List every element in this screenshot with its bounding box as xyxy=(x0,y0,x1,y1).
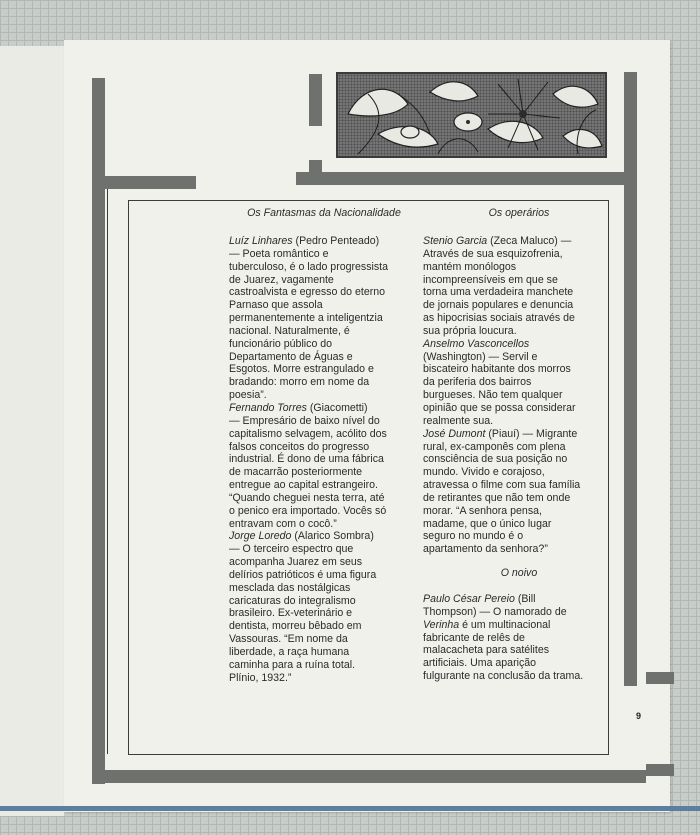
character-reference: Verinha xyxy=(423,618,460,631)
character-name: (Zeca Maluco) — xyxy=(487,235,572,247)
cast-entry-jose-dumont xyxy=(423,428,615,556)
character-name: (Giacometti) xyxy=(306,401,368,414)
entry-description: biscateiro habitante dos morros da periferia dos bairros burgueses. Não tem qualquer opinião que se possa considerar realmente sua. xyxy=(423,363,576,427)
right-column xyxy=(423,207,615,683)
entry-description-end: é um multinacional fabricante de relês de malacacheta para satélites artificiais. Uma aparição fulgurante na conclusão da trama. xyxy=(423,618,584,683)
cast-entry-fernando-torres xyxy=(229,402,419,530)
left-column xyxy=(229,207,419,685)
entry-description: — Empresário de baixo nível do capitalismo selvagem, acólito dos falsos conceitos do progresso industrial. É dono de uma fábrica de macarrão posteriormente entregue ao capital estrangeiro. “Quando cheguei nesta terra, até o penico era importado. Vocês só entravam com o cocô.” xyxy=(229,414,387,530)
section-heading-ghosts: Os Fantasmas da Nacionalidade xyxy=(247,207,401,219)
frame-right-stub xyxy=(646,672,674,684)
floral-illustration-drawing xyxy=(338,74,605,156)
entry-description: — O terceiro espectro que acompanha Juarez em seus delírios patrióticos é uma figura mesclada das nostálgicas caricaturas do integralismo brasileiro. Ex-veterinário e dentista, morreu bêbado em Vassouras. “Em nome da liberdade, a raça humana caminha para a ruína total. Plínio, 1932.” xyxy=(229,543,377,684)
cast-entry-anselmo-vasconcellos xyxy=(423,338,615,428)
frame-right-stub-lower xyxy=(646,764,674,776)
cast-entry-paulo-cesar-pereio xyxy=(423,593,615,683)
inner-frame-left-2 xyxy=(128,200,129,755)
entry-description: rural, ex-camponês com plena consciência de sua posição no mundo. Vivido e corajoso, atravessa o filme com sua família de retirantes que não tem onde morar. “A senhora pensa, madame, que o único lugar seguro no mundo é o apartamento da senhora?” xyxy=(423,440,581,556)
inner-frame-top xyxy=(128,200,608,201)
frame-top-left-bar xyxy=(92,176,196,189)
frame-notch-bar-lower xyxy=(309,160,322,184)
actor-name: Jorge Loredo xyxy=(229,530,292,543)
inner-frame-left xyxy=(107,189,108,754)
actor-name: Fernando Torres xyxy=(229,401,307,414)
cast-entry-stenio-garcia xyxy=(423,235,615,338)
section-heading-workers: Os operários xyxy=(488,207,550,219)
character-name: (Bill xyxy=(514,593,536,606)
actor-name: Paulo César Pereio xyxy=(423,593,515,606)
previous-page-edge xyxy=(0,46,65,816)
floral-illustration xyxy=(336,72,607,158)
actor-name: Luíz Linhares xyxy=(229,235,293,247)
entry-description: — Poeta romântico e tuberculoso, é o lado progressista de Juarez, vagamente castroalvista e egresso do eterno Parnaso que assola permanentemente a inteligentzia nacional. Naturalmente, é funcionário público do Departamento de Águas e Esgotos. Morre estrangulado e bradando: morro em nome da poesia”. xyxy=(229,247,388,402)
character-name: (Piauí) — Migrante xyxy=(485,427,578,440)
actor-name: Anselmo Vasconcellos xyxy=(423,337,530,350)
frame-bottom-bar xyxy=(92,770,646,783)
frame-top-right-bar xyxy=(296,172,626,185)
bottom-stripe xyxy=(0,806,700,811)
frame-right-bar xyxy=(624,72,637,686)
character-name: (Washington) — Servil e xyxy=(423,350,538,363)
page-number: 9 xyxy=(636,711,642,721)
entry-description: Através de sua esquizofrenia, mantém monólogos incompreensíveis em que se torna uma verdadeira manchete de jornais populares e denuncia as hipocrisias sociais através de sua própria loucura. xyxy=(423,247,575,337)
character-name: (Pedro Penteado) xyxy=(292,235,380,247)
frame-notch-bar xyxy=(309,74,322,126)
entry-description: Thompson) — O namorado de xyxy=(423,605,567,618)
actor-name: José Dumont xyxy=(423,427,486,440)
cast-entry-jorge-loredo xyxy=(229,530,419,684)
inner-frame-bottom xyxy=(128,754,609,755)
character-name: (Alarico Sombra) xyxy=(291,530,374,543)
cast-entry-luiz-linhares xyxy=(229,235,419,402)
actor-name: Stenio Garcia xyxy=(423,235,488,247)
section-heading-groom: O noivo xyxy=(500,567,538,580)
